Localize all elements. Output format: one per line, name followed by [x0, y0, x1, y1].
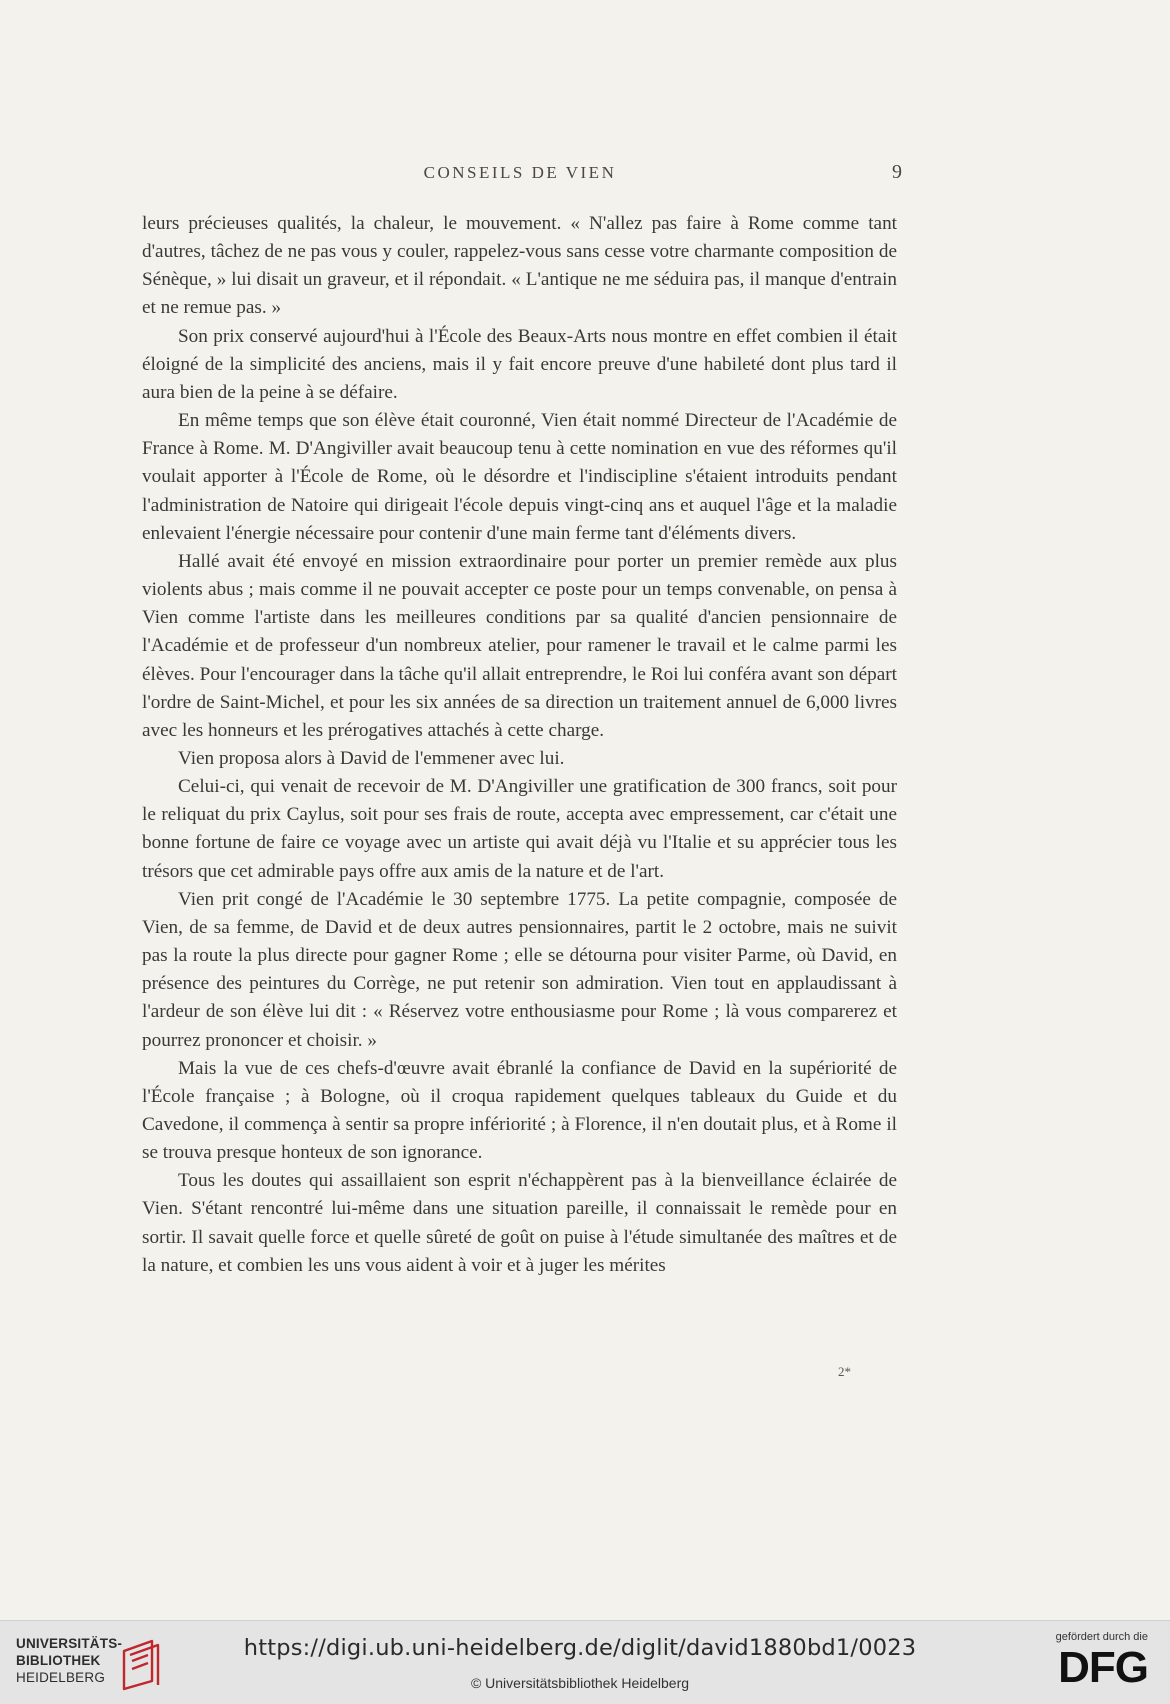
- paragraph: leurs précieuses qualités, la chaleur, le mouvement. « N'allez pas faire à Rome comme tant d'autres, tâchez de ne pas vous y couler, rappelez-vous sans cesse votre charmante composition de Sénèque, » lui disait un graveur, et il répondait. « L'antique ne me séduira pas, il manque d'entrain et ne remue pas. »: [142, 213, 897, 319]
- paragraph: Vien proposa alors à David de l'emmener avec lui.: [178, 747, 565, 769]
- running-head: [140, 163, 900, 187]
- page-number: 9: [892, 161, 902, 183]
- ub-heidelberg-logo[interactable]: [16, 1635, 166, 1691]
- logo-line-1: UNIVERSITÄTS-: [16, 1636, 123, 1651]
- running-title: CONSEILS DE VIEN: [423, 163, 617, 182]
- paragraph: Mais la vue de ces chefs-d'œuvre avait ébranlé la confiance de David en la supériorité de l'École française ; à Bologne, où il croqua rapidement quelques tableaux du Guide et du Cavedone, il commença à sentir sa propre infériorité ; à Florence, il n'en doutait plus, et à Rome il se trouva presque honteux de son ignorance.: [142, 1057, 897, 1164]
- paragraph: En même temps que son élève était couronné, Vien était nommé Directeur de l'Académie de France à Rome. M. D'Angiviller avait beaucoup tenu à cette nomination en vue des réformes qu'il voulait apporter à l'École de Rome, où le désordre et l'indiscipline s'étaient introduits pendant l'administration de Natoire qui dirigeait l'école depuis vingt-cinq ans et auquel l'âge et la maladie enlevaient l'énergie nécessaire pour contenir d'une main ferme tant d'éléments divers.: [142, 410, 897, 544]
- ub-emblem-icon: [118, 1637, 164, 1691]
- dfg-block[interactable]: [1028, 1631, 1148, 1695]
- paragraph: Celui-ci, qui venait de recevoir de M. D'Angiviller une gratification de 300 francs, soit pour le reliquat du prix Caylus, soit pour ses frais de route, accepta avec empressement, car c'était une bonne fortune de faire ce voyage avec un artiste qui avait déjà vu l'Italie et su apprécier tous les trésors que cet admirable pays offre aux amis de la nature et de l'art.: [142, 776, 897, 882]
- paragraph: Son prix conservé aujourd'hui à l'École des Beaux-Arts nous montre en effet combien il était éloigné de la simplicité des anciens, mais il y fait encore preuve d'une habileté dont plus tard il aura bien de la peine à se défaire.: [142, 325, 897, 403]
- signature-mark: 2*: [838, 1364, 851, 1379]
- funded-by-label: gefördert durch die: [1055, 1631, 1148, 1643]
- paragraph: Hallé avait été envoyé en mission extraordinaire pour porter un premier remède aux plus violents abus ; mais comme il ne pouvait accepter ce poste pour un temps convenable, on pensa à Vien comme l'artiste dans les meilleures conditions par sa qualité d'ancien pensionnaire de l'Académie et de professeur d'un nombreux atelier, pour ramener le travail et le calme parmi les élèves. Pour l'encourager dans la tâche qu'il allait entreprendre, le Roi lui conféra avant son départ l'ordre de Saint-Michel, et pour les six années de sa direction un traitement annuel de 6,000 livres avec les honneurs et les prérogatives attachés à cette charge.: [142, 550, 897, 741]
- dfg-logo: DFG: [1058, 1643, 1148, 1692]
- footer-bar: [0, 1620, 1170, 1704]
- copyright-notice: © Universitätsbibliothek Heidelberg: [470, 1675, 690, 1691]
- logo-text: [16, 1635, 122, 1686]
- paragraph: Tous les doutes qui assaillaient son esprit n'échappèrent pas à la bienveillance éclairée de Vien. S'étant rencontré lui-même dans une situation pareille, il connaissait le remède pour en sortir. Il savait quelle force et quelle sûreté de goût on puise à l'étude simultanée des maîtres et de la nature, et combien les uns vous aident à voir et à juger les mérites: [142, 1170, 897, 1276]
- paragraph: Vien prit congé de l'Académie le 30 septembre 1775. La petite compagnie, composée de Vien, de sa femme, de David et de deux autres pensionnaires, partit le 2 octobre, mais ne suivit pas la route la plus directe pour gagner Rome ; elle se détourna pour visiter Parme, où David, en présence des peintures du Corrège, ne put retenir son admiration. Vien tout en applaudissant à l'ardeur de son élève lui dit : « Réservez votre enthousiasme pour Rome ; là vous comparerez et pourrez prononcer et choisir. »: [142, 888, 897, 1051]
- logo-line-2: BIBLIOTHEK: [16, 1653, 101, 1668]
- permalink-url[interactable]: https://digi.ub.uni-heidelberg.de/diglit/david1880bd1/0023: [243, 1635, 917, 1661]
- body-text: [142, 210, 897, 1280]
- logo-line-3: HEIDELBERG: [16, 1670, 106, 1685]
